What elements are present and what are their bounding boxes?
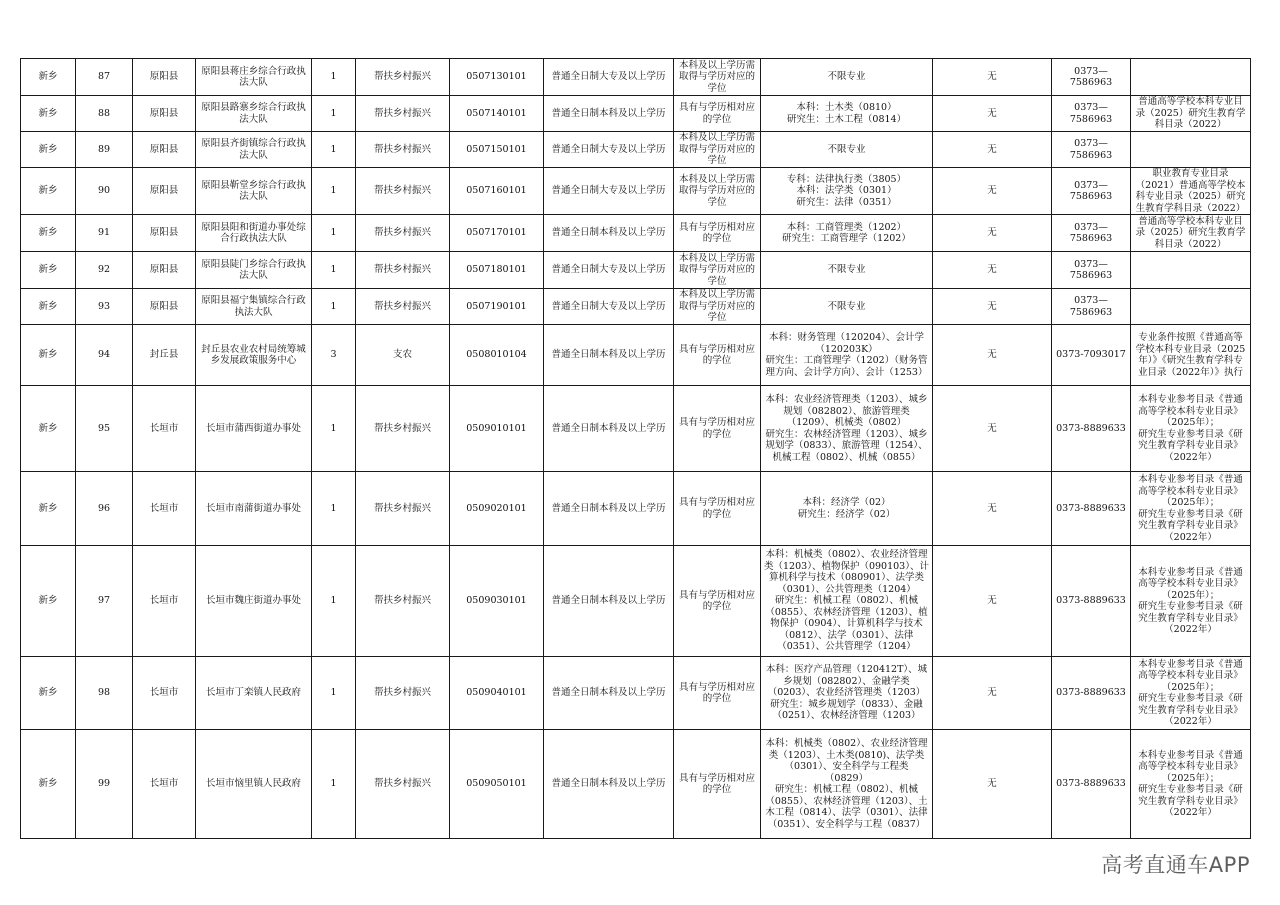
cell-major: 本科：医疗产品管理（120412T）、城乡规划（082802）、金融学类（0203）、农业经济管理类（1203） 研究生：城乡规划学（0833）、金融（0251）、农林经济管理（1203） [761, 657, 933, 730]
cell-phone: 0373-8889633 [1052, 730, 1131, 839]
cell-phone: 0373—7586963 [1052, 215, 1131, 252]
cell-unit: 长垣市蒲西街道办事处 [196, 386, 312, 472]
cell-count: 1 [312, 215, 356, 252]
cell-other: 无 [933, 252, 1052, 289]
cell-city: 新乡 [21, 386, 76, 472]
watermark-text: 高考直通车APP [1101, 853, 1250, 877]
cell-no: 92 [76, 252, 133, 289]
cell-plan: 帮扶乡村振兴 [356, 657, 450, 730]
table-row [21, 168, 1251, 215]
cell-city: 新乡 [21, 289, 76, 325]
cell-edu: 普通全日制大专及以上学历 [544, 132, 674, 168]
cell-city: 新乡 [21, 472, 76, 546]
cell-code: 0509050101 [450, 730, 544, 839]
cell-unit: 原阳县齐街镇综合行政执法大队 [196, 132, 312, 168]
cell-county: 原阳县 [133, 132, 196, 168]
cell-unit: 原阳县靳堂乡综合行政执法大队 [196, 168, 312, 215]
cell-county: 原阳县 [133, 215, 196, 252]
cell-edu: 普通全日制本科及以上学历 [544, 730, 674, 839]
cell-edu: 普通全日制本科及以上学历 [544, 325, 674, 386]
cell-city: 新乡 [21, 132, 76, 168]
cell-degree: 本科及以上学历需取得与学历对应的学位 [674, 59, 761, 96]
cell-city: 新乡 [21, 168, 76, 215]
cell-count: 1 [312, 657, 356, 730]
table-row [21, 546, 1251, 657]
cell-unit: 原阳县福宁集镇综合行政执法大队 [196, 289, 312, 325]
cell-city: 新乡 [21, 657, 76, 730]
cell-major: 本科：经济学（02） 研究生：经济学（02） [761, 472, 933, 546]
cell-note: 本科专业参考目录《普通高等学校本科专业目录》（2025年）； 研究生专业参考目录《研究生教育学科专业目录》（2022年） [1131, 546, 1251, 657]
cell-code: 0507180101 [450, 252, 544, 289]
cell-count: 1 [312, 472, 356, 546]
cell-major: 本科：工商管理类（1202） 研究生：工商管理学（1202） [761, 215, 933, 252]
cell-plan: 帮扶乡村振兴 [356, 730, 450, 839]
cell-county: 封丘县 [133, 325, 196, 386]
cell-count: 1 [312, 59, 356, 96]
cell-other: 无 [933, 730, 1052, 839]
cell-other: 无 [933, 472, 1052, 546]
cell-note [1131, 132, 1251, 168]
cell-county: 长垣市 [133, 472, 196, 546]
cell-count: 1 [312, 96, 356, 132]
cell-county: 原阳县 [133, 252, 196, 289]
cell-plan: 帮扶乡村振兴 [356, 168, 450, 215]
cell-major: 不限专业 [761, 289, 933, 325]
cell-plan: 帮扶乡村振兴 [356, 472, 450, 546]
cell-count: 1 [312, 252, 356, 289]
cell-edu: 普通全日制本科及以上学历 [544, 215, 674, 252]
cell-county: 原阳县 [133, 96, 196, 132]
cell-phone: 0373—7586963 [1052, 289, 1131, 325]
cell-plan: 帮扶乡村振兴 [356, 215, 450, 252]
cell-code: 0507170101 [450, 215, 544, 252]
cell-note: 本科专业参考目录《普通高等学校本科专业目录》（2025年）； 研究生专业参考目录《研究生教育学科专业目录》（2022年） [1131, 472, 1251, 546]
cell-code: 0507140101 [450, 96, 544, 132]
cell-count: 1 [312, 730, 356, 839]
cell-plan: 帮扶乡村振兴 [356, 59, 450, 96]
cell-other: 无 [933, 96, 1052, 132]
cell-count: 1 [312, 546, 356, 657]
table-row [21, 132, 1251, 168]
cell-city: 新乡 [21, 252, 76, 289]
cell-city: 新乡 [21, 96, 76, 132]
cell-degree: 具有与学历相对应的学位 [674, 215, 761, 252]
cell-degree: 本科及以上学历需取得与学历对应的学位 [674, 252, 761, 289]
cell-no: 97 [76, 546, 133, 657]
cell-count: 1 [312, 132, 356, 168]
cell-code: 0509040101 [450, 657, 544, 730]
cell-major: 本科：土木类（0810） 研究生：土木工程（0814） [761, 96, 933, 132]
cell-phone: 0373-8889633 [1052, 546, 1131, 657]
cell-degree: 具有与学历相对应的学位 [674, 472, 761, 546]
cell-county: 长垣市 [133, 386, 196, 472]
cell-note: 专业条件按照《普通高等学校本科专业目录（2025年）》《研究生教育学科专业目录（2022年）》执行 [1131, 325, 1251, 386]
cell-county: 原阳县 [133, 168, 196, 215]
cell-major: 专科：法律执行类（3805） 本科：法学类（0301） 研究生：法律（0351） [761, 168, 933, 215]
cell-code: 0507190101 [450, 289, 544, 325]
cell-edu: 普通全日制本科及以上学历 [544, 386, 674, 472]
cell-plan: 帮扶乡村振兴 [356, 289, 450, 325]
cell-no: 93 [76, 289, 133, 325]
table-row [21, 657, 1251, 730]
cell-major: 本科：财务管理（120204）、会计学（120203K） 研究生：工商管理学（1202）（财务管理方向、会计学方向）、会计（1253） [761, 325, 933, 386]
cell-note [1131, 59, 1251, 96]
cell-edu: 普通全日制本科及以上学历 [544, 96, 674, 132]
cell-major: 不限专业 [761, 59, 933, 96]
cell-degree: 具有与学历相对应的学位 [674, 546, 761, 657]
cell-edu: 普通全日制大专及以上学历 [544, 289, 674, 325]
cell-count: 1 [312, 386, 356, 472]
table-row [21, 96, 1251, 132]
table-row [21, 252, 1251, 289]
cell-city: 新乡 [21, 59, 76, 96]
cell-unit: 原阳县蒋庄乡综合行政执法大队 [196, 59, 312, 96]
cell-unit: 长垣市恼里镇人民政府 [196, 730, 312, 839]
cell-other: 无 [933, 59, 1052, 96]
cell-edu: 普通全日制本科及以上学历 [544, 657, 674, 730]
cell-city: 新乡 [21, 730, 76, 839]
cell-phone: 0373—7586963 [1052, 132, 1131, 168]
table-row [21, 730, 1251, 839]
cell-unit: 原阳县路寨乡综合行政执法大队 [196, 96, 312, 132]
cell-count: 1 [312, 289, 356, 325]
positions-table [20, 58, 1251, 839]
cell-degree: 具有与学历相对应的学位 [674, 386, 761, 472]
cell-county: 长垣市 [133, 657, 196, 730]
cell-phone: 0373—7586963 [1052, 96, 1131, 132]
cell-no: 98 [76, 657, 133, 730]
cell-code: 0509020101 [450, 472, 544, 546]
cell-major: 不限专业 [761, 132, 933, 168]
cell-note: 职业教育专业目录（2021）普通高等学校本科专业目录（2025）研究生教育学科目录（2022） [1131, 168, 1251, 215]
cell-city: 新乡 [21, 325, 76, 386]
cell-no: 94 [76, 325, 133, 386]
cell-edu: 普通全日制大专及以上学历 [544, 252, 674, 289]
cell-edu: 普通全日制大专及以上学历 [544, 59, 674, 96]
cell-unit: 原阳县阳和街道办事处综合行政执法大队 [196, 215, 312, 252]
cell-unit: 原阳县陡门乡综合行政执法大队 [196, 252, 312, 289]
cell-count: 3 [312, 325, 356, 386]
cell-major: 不限专业 [761, 252, 933, 289]
cell-phone: 0373-8889633 [1052, 386, 1131, 472]
cell-unit: 长垣市丁栾镇人民政府 [196, 657, 312, 730]
cell-count: 1 [312, 168, 356, 215]
cell-other: 无 [933, 215, 1052, 252]
cell-degree: 具有与学历相对应的学位 [674, 96, 761, 132]
table-row [21, 289, 1251, 325]
cell-no: 87 [76, 59, 133, 96]
cell-phone: 0373-8889633 [1052, 657, 1131, 730]
cell-unit: 长垣市魏庄街道办事处 [196, 546, 312, 657]
cell-code: 0507150101 [450, 132, 544, 168]
cell-city: 新乡 [21, 546, 76, 657]
cell-edu: 普通全日制大专及以上学历 [544, 168, 674, 215]
cell-note [1131, 289, 1251, 325]
cell-major: 本科：农业经济管理类（1203）、城乡规划（082802）、旅游管理类（1209）、机械类（0802） 研究生：农林经济管理（1203）、城乡规划学（0833）、旅游管理（1254）、机械工程（0802）、机械（0855） [761, 386, 933, 472]
cell-code: 0507160101 [450, 168, 544, 215]
cell-code: 0507130101 [450, 59, 544, 96]
cell-plan: 帮扶乡村振兴 [356, 252, 450, 289]
cell-major: 本科：机械类（0802）、农业经济管理类（1203）、植物保护（090103）、计算机科学与技术（080901）、法学类（0301）、公共管理类（1204） 研究生：机械工程（0802）、机械（0855）、农林经济管理（1203）、植物保护（0904）、计算机科学与技术（0812）、法学（0301）、法律（0351）、公共管理学（1204） [761, 546, 933, 657]
cell-other: 无 [933, 657, 1052, 730]
cell-no: 89 [76, 132, 133, 168]
cell-other: 无 [933, 132, 1052, 168]
cell-phone: 0373—7586963 [1052, 168, 1131, 215]
cell-note: 普通高等学校本科专业目录（2025）研究生教育学科目录（2022） [1131, 96, 1251, 132]
table-row [21, 325, 1251, 386]
cell-degree: 具有与学历相对应的学位 [674, 730, 761, 839]
cell-phone: 0373-8889633 [1052, 472, 1131, 546]
table-row [21, 59, 1251, 96]
cell-no: 90 [76, 168, 133, 215]
cell-edu: 普通全日制本科及以上学历 [544, 546, 674, 657]
cell-no: 88 [76, 96, 133, 132]
cell-other: 无 [933, 325, 1052, 386]
cell-edu: 普通全日制本科及以上学历 [544, 472, 674, 546]
cell-degree: 本科及以上学历需取得与学历对应的学位 [674, 168, 761, 215]
cell-phone: 0373—7586963 [1052, 252, 1131, 289]
cell-plan: 帮扶乡村振兴 [356, 96, 450, 132]
cell-other: 无 [933, 168, 1052, 215]
cell-city: 新乡 [21, 215, 76, 252]
cell-code: 0509030101 [450, 546, 544, 657]
cell-phone: 0373—7586963 [1052, 59, 1131, 96]
cell-degree: 本科及以上学历需取得与学历对应的学位 [674, 132, 761, 168]
cell-code: 0508010104 [450, 325, 544, 386]
cell-note [1131, 252, 1251, 289]
cell-code: 0509010101 [450, 386, 544, 472]
cell-note: 本科专业参考目录《普通高等学校本科专业目录》（2025年）； 研究生专业参考目录《研究生教育学科专业目录》（2022年） [1131, 730, 1251, 839]
cell-county: 长垣市 [133, 730, 196, 839]
cell-unit: 长垣市南蒲街道办事处 [196, 472, 312, 546]
cell-degree: 本科及以上学历需取得与学历对应的学位 [674, 289, 761, 325]
table-row [21, 472, 1251, 546]
cell-no: 96 [76, 472, 133, 546]
table-row [21, 386, 1251, 472]
cell-major: 本科：机械类（0802）、农业经济管理类（1203）、土木类(0810)、法学类（0301）、安全科学与工程类（0829） 研究生：机械工程（0802）、机械（0855）、农林经济管理（1203）、土木工程（0814）、法学（0301）、法律（0351）、安全科学与工程（0837） [761, 730, 933, 839]
cell-plan: 支农 [356, 325, 450, 386]
cell-plan: 帮扶乡村振兴 [356, 386, 450, 472]
table-row [21, 215, 1251, 252]
cell-unit: 封丘县农业农村局统筹城乡发展政策服务中心 [196, 325, 312, 386]
cell-note: 普通高等学校本科专业目录（2025）研究生教育学科目录（2022） [1131, 215, 1251, 252]
cell-note: 本科专业参考目录《普通高等学校本科专业目录》（2025年）； 研究生专业参考目录《研究生教育学科专业目录》（2022年） [1131, 657, 1251, 730]
cell-county: 原阳县 [133, 59, 196, 96]
cell-county: 长垣市 [133, 546, 196, 657]
cell-other: 无 [933, 386, 1052, 472]
cell-no: 99 [76, 730, 133, 839]
cell-other: 无 [933, 546, 1052, 657]
cell-no: 91 [76, 215, 133, 252]
cell-degree: 具有与学历相对应的学位 [674, 657, 761, 730]
cell-plan: 帮扶乡村振兴 [356, 132, 450, 168]
cell-plan: 帮扶乡村振兴 [356, 546, 450, 657]
cell-note: 本科专业参考目录《普通高等学校本科专业目录》（2025年）； 研究生专业参考目录《研究生教育学科专业目录》（2022年） [1131, 386, 1251, 472]
cell-county: 原阳县 [133, 289, 196, 325]
cell-other: 无 [933, 289, 1052, 325]
cell-no: 95 [76, 386, 133, 472]
cell-degree: 具有与学历相对应的学位 [674, 325, 761, 386]
cell-phone: 0373-7093017 [1052, 325, 1131, 386]
